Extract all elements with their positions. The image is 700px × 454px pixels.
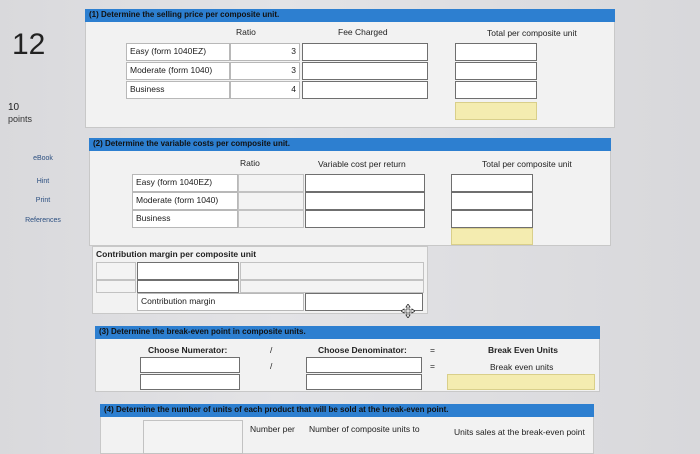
equals-sign: = <box>430 345 435 355</box>
section1-row-moderate-label: Moderate (form 1040) <box>126 62 230 80</box>
contribution-left-cell-1 <box>96 262 136 280</box>
section1-moderate-fee-input[interactable] <box>302 62 428 80</box>
section4-units-sales-header: Units sales at the break-even point <box>454 427 585 437</box>
hint-link[interactable]: Hint <box>36 178 50 185</box>
move-cursor-icon <box>401 304 415 318</box>
section2-row-business-label: Business <box>132 210 238 228</box>
section1-fee-header: Fee Charged <box>338 27 388 37</box>
question-number: 12 <box>12 28 46 61</box>
section1-easy-fee-input[interactable] <box>302 43 428 61</box>
break-even-units-cell[interactable] <box>447 374 595 390</box>
divide-sign: / <box>270 345 273 355</box>
section1-moderate-total-input[interactable] <box>455 62 537 80</box>
references-link[interactable]: References <box>25 217 61 224</box>
section1-total-cell[interactable] <box>455 102 537 120</box>
section1-row-easy-ratio: 3 <box>230 43 300 61</box>
contribution-input-1[interactable] <box>137 262 239 280</box>
divide-sign-2: / <box>270 361 273 371</box>
contribution-input-2[interactable] <box>137 280 239 293</box>
section1-easy-total-input[interactable] <box>455 43 537 61</box>
section4-product-col <box>143 420 243 454</box>
section3-title: (3) Determine the break-even point in composite units. <box>95 326 600 339</box>
section1-total-header: Total per composite unit <box>487 28 577 38</box>
section2-easy-cost-input[interactable] <box>305 174 425 192</box>
section2-row-easy-label: Easy (form 1040EZ) <box>132 174 238 192</box>
section1-title: (1) Determine the selling price per composite unit. <box>85 9 615 22</box>
section2-moderate-ratio-cell <box>238 192 304 210</box>
section4-composite-units-header: Number of composite units to <box>309 424 420 434</box>
section1-business-fee-input[interactable] <box>302 81 428 99</box>
section1-ratio-header: Ratio <box>236 27 256 37</box>
numerator-value-input[interactable] <box>140 374 240 390</box>
points-value: 10 <box>8 102 20 113</box>
denominator-label: Choose Denominator: <box>318 345 407 355</box>
section2-business-cost-input[interactable] <box>305 210 425 228</box>
section1-row-business-label: Business <box>126 81 230 99</box>
section1-row-easy-label: Easy (form 1040EZ) <box>126 43 230 61</box>
section2-easy-total-input[interactable] <box>451 174 533 192</box>
section2-moderate-total-input[interactable] <box>451 192 533 210</box>
section4-title: (4) Determine the number of units of each product that will be sold at the break-even point. <box>100 404 594 417</box>
section1-row-business-ratio: 4 <box>230 81 300 99</box>
section2-total-header: Total per composite unit <box>482 159 572 169</box>
section2-business-total-input[interactable] <box>451 210 533 228</box>
contribution-title: Contribution margin per composite unit <box>96 249 257 259</box>
denominator-select[interactable] <box>306 357 422 373</box>
break-even-units-header: Break Even Units <box>488 345 558 355</box>
section1-row-moderate-ratio: 3 <box>230 62 300 80</box>
numerator-select[interactable] <box>140 357 240 373</box>
equals-sign-2: = <box>430 361 435 371</box>
section2-total-cell[interactable] <box>451 228 533 245</box>
numerator-label: Choose Numerator: <box>148 345 228 355</box>
section2-moderate-cost-input[interactable] <box>305 192 425 210</box>
points-label: points <box>8 114 33 124</box>
contribution-margin-label: Contribution margin <box>137 293 304 311</box>
section2-title: (2) Determine the variable costs per composite unit. <box>89 138 611 151</box>
print-link[interactable]: Print <box>35 197 51 204</box>
section2-cost-header: Variable cost per return <box>318 159 406 169</box>
section2-business-ratio-cell <box>238 210 304 228</box>
section2-ratio-header: Ratio <box>240 158 260 168</box>
section2-easy-ratio-cell <box>238 174 304 192</box>
section1-business-total-input[interactable] <box>455 81 537 99</box>
section2-row-moderate-label: Moderate (form 1040) <box>132 192 238 210</box>
denominator-value-input[interactable] <box>306 374 422 390</box>
section4-number-per-header: Number per <box>250 424 295 434</box>
break-even-units-sublabel: Break even units <box>490 362 554 372</box>
contribution-left-cell-2 <box>96 280 136 293</box>
contribution-right-cell-2 <box>240 280 424 293</box>
contribution-right-cell-1 <box>240 262 424 280</box>
ebook-link[interactable]: eBook <box>33 155 53 162</box>
